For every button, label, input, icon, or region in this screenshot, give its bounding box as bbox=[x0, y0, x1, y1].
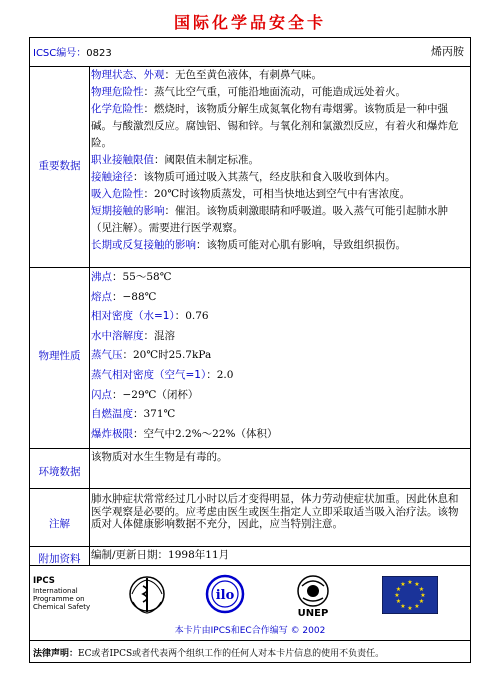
unep-emblem-icon bbox=[293, 574, 333, 608]
important-item: 职业接触限值：阈限值未制定标准。 bbox=[91, 154, 259, 166]
legal-notice bbox=[33, 646, 384, 659]
important-item: 物理危险性：蒸气比空气重，可能沿地面流动，可能造成远处着火。 bbox=[91, 86, 406, 98]
additional-content: 编制/更新日期：1998年11月 bbox=[91, 549, 230, 561]
svg-text:★: ★ bbox=[394, 592, 400, 599]
divider bbox=[30, 448, 470, 449]
divider bbox=[30, 546, 470, 547]
important-data-content bbox=[91, 67, 468, 254]
legal-label: 法律声明： bbox=[33, 649, 79, 659]
legal-text: EC或者IPCS或者代表两个组织工作的任何人对本卡片信息的使用不负责任。 bbox=[78, 649, 385, 659]
important-item: 物理状态、外观：无色至黄色液体，有刺鼻气味。 bbox=[91, 69, 322, 81]
svg-text:★: ★ bbox=[414, 581, 420, 588]
physical-label: 物理性质 bbox=[38, 350, 81, 362]
svg-text:★: ★ bbox=[400, 603, 406, 610]
notes-label: 注解 bbox=[49, 518, 70, 530]
svg-text:★: ★ bbox=[395, 586, 402, 593]
svg-text:★: ★ bbox=[407, 579, 413, 586]
ilo-emblem-icon bbox=[205, 573, 245, 619]
svg-text:★: ★ bbox=[395, 598, 402, 605]
additional-label: 附加资料 bbox=[38, 553, 81, 565]
icsc-label: ICSC编号： bbox=[33, 48, 87, 59]
important-data-label: 重要数据 bbox=[38, 160, 81, 172]
svg-text:★: ★ bbox=[420, 592, 426, 599]
page-title: 国际化学品安全卡 bbox=[173, 13, 326, 32]
chemical-name: 烯丙胺 bbox=[431, 45, 464, 58]
important-item: 化学危险性：燃烧时，该物质分解生成氮氧化物有毒烟雾。该物质是一种中强碱。与酸激烈反应。腐蚀铝、锡和锌。与氧化剂和氯激烈反应，有着火和爆炸危险。 bbox=[91, 103, 459, 149]
copyright-note: 本卡片由IPCS和EC合作编写 © 2002 bbox=[174, 626, 326, 636]
important-item: 接触途径：该物质可通过吸入其蒸气，经皮肤和食入吸收到体内。 bbox=[91, 171, 396, 183]
ipcs-logo: IPCS International Programme on Chemical Safety bbox=[33, 576, 91, 611]
icsc-number: 0823 bbox=[86, 48, 112, 59]
safety-card bbox=[29, 37, 471, 663]
svg-text:★: ★ bbox=[400, 581, 406, 588]
svg-text:ilo: ilo bbox=[215, 588, 235, 603]
divider bbox=[30, 640, 470, 641]
eu-flag-icon bbox=[382, 576, 438, 614]
unep-label: UNEP bbox=[297, 608, 329, 619]
icsc-id bbox=[33, 44, 112, 59]
svg-text:★: ★ bbox=[418, 586, 425, 593]
column-divider bbox=[89, 66, 90, 566]
important-item: 吸入危险性：20℃时该物质蒸发，可相当快地达到空气中有害浓度。 bbox=[91, 188, 411, 200]
physical-content: 沸点：55～58℃ 熔点：−88℃ 相对密度（水=1）：0.76 水中溶解度：混溶 蒸气压：20℃时25.7kPa 蒸气相对密度（空气=1）：2.0 闪点：−29℃（闭杯） 自燃温度：371℃ 爆炸极限：空气中2.2%～22%（体积） bbox=[91, 271, 278, 440]
divider bbox=[30, 565, 470, 566]
important-item: 短期接触的影响：催泪。该物质刺激眼睛和呼吸道。吸入蒸气可能引起肺水肿（见注解）。需要进行医学观察。 bbox=[91, 205, 448, 234]
svg-text:★: ★ bbox=[407, 605, 413, 612]
environment-content: 该物质对水生生物是有毒的。 bbox=[91, 451, 228, 463]
environment-label: 环境数据 bbox=[38, 466, 81, 478]
notes-content: 肺水肿症状常常经过几小时以后才变得明显，体力劳动使症状加重。因此休息和医学观察是必要的。应考虑由医生或医生指定人立即采取适当吸入治疗法。该物质对人体健康影响数据不充分，因此，应当特别注意。 bbox=[91, 493, 459, 530]
svg-text:★: ★ bbox=[418, 598, 425, 605]
who-emblem-icon bbox=[127, 574, 167, 616]
divider bbox=[30, 488, 470, 489]
svg-text:★: ★ bbox=[414, 603, 420, 610]
important-item: 长期或反复接触的影响：该物质可能对心肌有影响，导致组织损伤。 bbox=[91, 239, 406, 251]
